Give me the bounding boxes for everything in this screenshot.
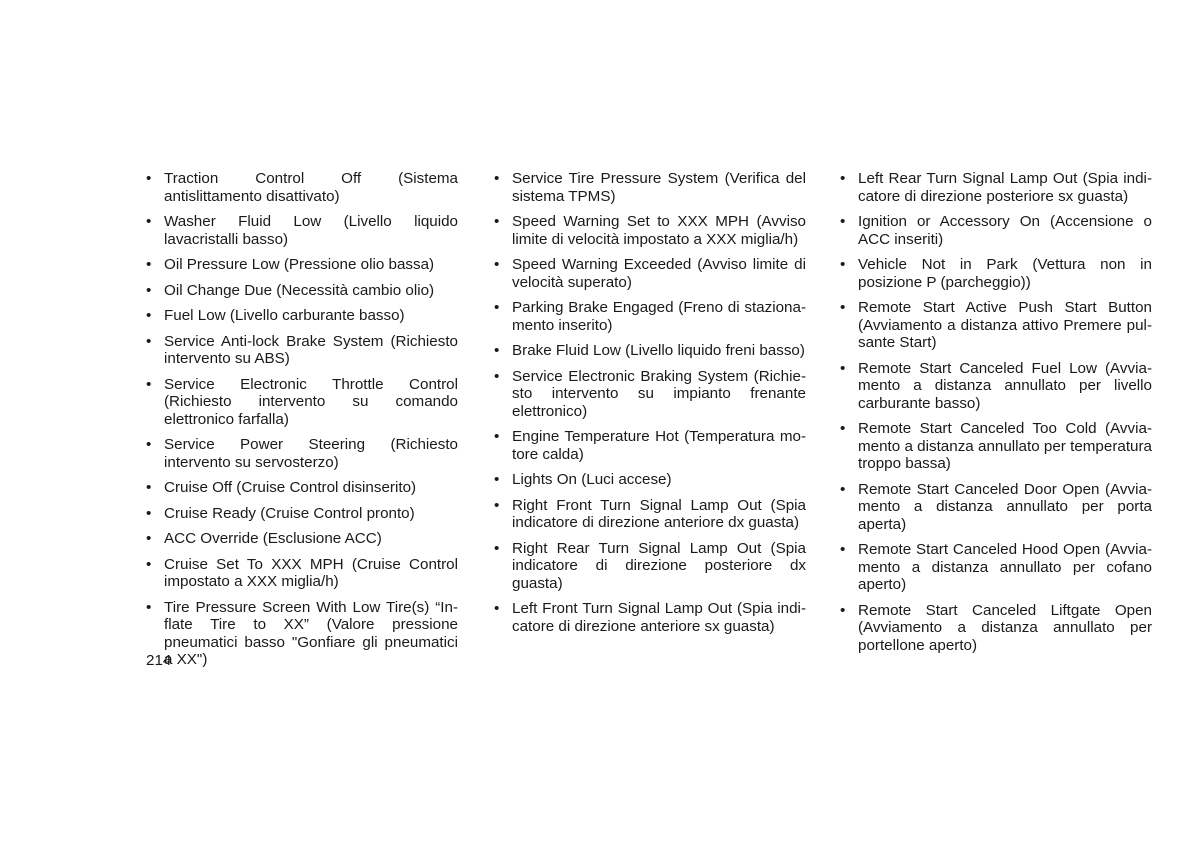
list-item [146, 307, 458, 325]
list-item [494, 299, 806, 334]
list-item [146, 256, 458, 274]
bullet-icon: • [494, 213, 500, 230]
list-item-text: Left Rear Turn Signal Lamp Out (Spia indicatore di direzione posteriore sx guasta) [858, 170, 1152, 205]
bullet-icon: • [494, 367, 500, 385]
list-item [494, 497, 806, 532]
list-item [840, 170, 1152, 205]
list-item-text: Left Front Turn Signal Lamp Out (Spia indicatore di direzione anteriore sx guasta) [512, 600, 806, 635]
bullet-icon: • [494, 496, 500, 514]
bullet-icon: • [494, 342, 500, 359]
list-item-text: Oil Change Due (Necessità cambio olio) [164, 281, 435, 299]
bullet-icon: • [146, 598, 152, 616]
list-item-text: Remote Start Active Push Start Button (Avviamento a distanza attivo Premere pulsante Start) [858, 299, 1152, 351]
list-item-text: Engine Temperature Hot (Temperatura motore calda) [512, 428, 806, 463]
list-item [146, 436, 458, 471]
list-item-text: Remote Start Canceled Liftgate Open (Avviamento a distanza annullato per portellone aperto) [858, 601, 1152, 654]
bullet-icon: • [840, 256, 846, 273]
list-item [840, 481, 1152, 534]
list-item [840, 213, 1152, 248]
bullet-icon: • [494, 170, 500, 187]
bullet-icon: • [840, 299, 846, 316]
list-item [494, 600, 806, 635]
bullet-icon: • [840, 601, 846, 619]
bullet-icon: • [494, 256, 500, 273]
list-item-text: Service Electronic Throttle Control (Richiesto intervento su comando elettronico farfalla) [164, 375, 458, 428]
bullet-icon: • [840, 480, 846, 498]
list-item-text: Service Anti-lock Brake System (Richiesto intervento su ABS) [164, 332, 458, 367]
list-item [840, 602, 1152, 655]
bullet-icon: • [840, 213, 846, 230]
list-item [146, 530, 458, 548]
list-item [494, 213, 806, 248]
list-item-text: Remote Start Canceled Fuel Low (Avviamento a distanza annullato per livello carburante basso) [858, 359, 1152, 412]
page-number: 214 [146, 652, 172, 669]
list-item [146, 376, 458, 429]
list-item-text: Right Front Turn Signal Lamp Out (Spia indicatore di direzione anteriore dx guasta) [512, 496, 806, 531]
list-item-text: Ignition or Accessory On (Accensione o ACC inseriti) [858, 213, 1152, 248]
column-3 [840, 170, 1152, 662]
bullet-icon: • [146, 281, 152, 299]
list-item-text: ACC Override (Esclusione ACC) [164, 530, 382, 547]
list-item-text: Right Rear Turn Signal Lamp Out (Spia indicatore di direzione posteriore dx guasta) [512, 539, 806, 592]
bullet-icon: • [146, 436, 152, 453]
list-item-text: Speed Warning Exceeded (Avviso limite di velocità superato) [512, 256, 806, 291]
bullet-icon: • [146, 504, 152, 522]
list-item [840, 256, 1152, 291]
bullet-icon: • [840, 170, 846, 187]
list-item-text: Cruise Set To XXX MPH (Cruise Control impostato a XXX miglia/h) [164, 555, 458, 590]
list-item [494, 256, 806, 291]
list-item-text: Speed Warning Set to XXX MPH (Avviso limite di velocità impostato a XXX miglia/h) [512, 213, 806, 248]
list-item [146, 282, 458, 300]
list-item-text: Remote Start Canceled Hood Open (Avviamento a distanza annullato per cofano aperto) [858, 541, 1152, 593]
list-item [146, 479, 458, 497]
list-item-text: Washer Fluid Low (Livello liquido lavacristalli basso) [164, 213, 458, 248]
list-item-text: Remote Start Canceled Door Open (Avviamento a distanza annullato per porta aperta) [858, 480, 1152, 533]
list-item [494, 368, 806, 421]
list-item [840, 420, 1152, 473]
bullet-icon: • [146, 256, 152, 273]
bullet-icon: • [494, 428, 500, 445]
list-item [146, 333, 458, 368]
list-item [840, 360, 1152, 413]
list-item-text: Traction Control Off (Sistema antislittamento disattivato) [164, 170, 458, 205]
list-item-text: Oil Pressure Low (Pressione olio bassa) [164, 256, 435, 273]
list-item [146, 556, 458, 591]
bullet-icon: • [146, 555, 152, 573]
list-item [494, 540, 806, 593]
list-item [146, 213, 458, 248]
list-item-text: Lights On (Luci accese) [512, 471, 672, 488]
bullet-icon: • [494, 539, 500, 557]
list-item [494, 428, 806, 463]
message-list-1 [146, 170, 458, 669]
bullet-icon: • [494, 600, 500, 617]
list-item-text: Brake Fluid Low (Livello liquido freni basso) [512, 342, 805, 359]
column-1 [146, 170, 458, 677]
list-item-text: Parking Brake Engaged (Freno di stazionamento inserito) [512, 299, 806, 334]
bullet-icon: • [494, 471, 500, 488]
list-item-text: Tire Pressure Screen With Low Tire(s) “Inflate Tire to XX” (Valore pressione pneumatici basso "Gonfiare gli pneumatici a XX") [164, 598, 458, 668]
bullet-icon: • [840, 420, 846, 437]
message-list-3 [840, 170, 1152, 654]
list-item-text: Service Tire Pressure System (Verifica del sistema TPMS) [512, 170, 806, 205]
list-item-text: Cruise Off (Cruise Control disinserito) [164, 479, 417, 496]
bullet-icon: • [494, 299, 500, 316]
bullet-icon: • [146, 332, 152, 350]
bullet-icon: • [840, 359, 846, 377]
list-item [494, 471, 806, 489]
bullet-icon: • [146, 213, 152, 230]
bullet-icon: • [146, 479, 152, 496]
list-item-text: Fuel Low (Livello carburante basso) [164, 307, 405, 324]
bullet-icon: • [146, 170, 152, 187]
list-item-text: Service Electronic Braking System (Richiesto intervento su impianto frenante elettronico) [512, 367, 806, 420]
bullet-icon: • [146, 530, 152, 547]
list-item [494, 170, 806, 205]
column-2 [494, 170, 806, 643]
message-list-2 [494, 170, 806, 635]
list-item [146, 170, 458, 205]
bullet-icon: • [840, 541, 846, 558]
list-item-text: Service Power Steering (Richiesto intervento su servosterzo) [164, 436, 458, 471]
list-item-text: Vehicle Not in Park (Vettura non in posizione P (parcheggio)) [858, 256, 1152, 291]
list-item [146, 599, 458, 669]
list-item-text: Cruise Ready (Cruise Control pronto) [164, 504, 415, 522]
list-item-text: Remote Start Canceled Too Cold (Avviamento a distanza annullato per temperatura troppo bassa) [858, 420, 1152, 472]
bullet-icon: • [146, 375, 152, 393]
list-item [146, 505, 458, 523]
list-item [494, 342, 806, 360]
list-item [840, 299, 1152, 352]
bullet-icon: • [146, 307, 152, 324]
list-item [840, 541, 1152, 594]
